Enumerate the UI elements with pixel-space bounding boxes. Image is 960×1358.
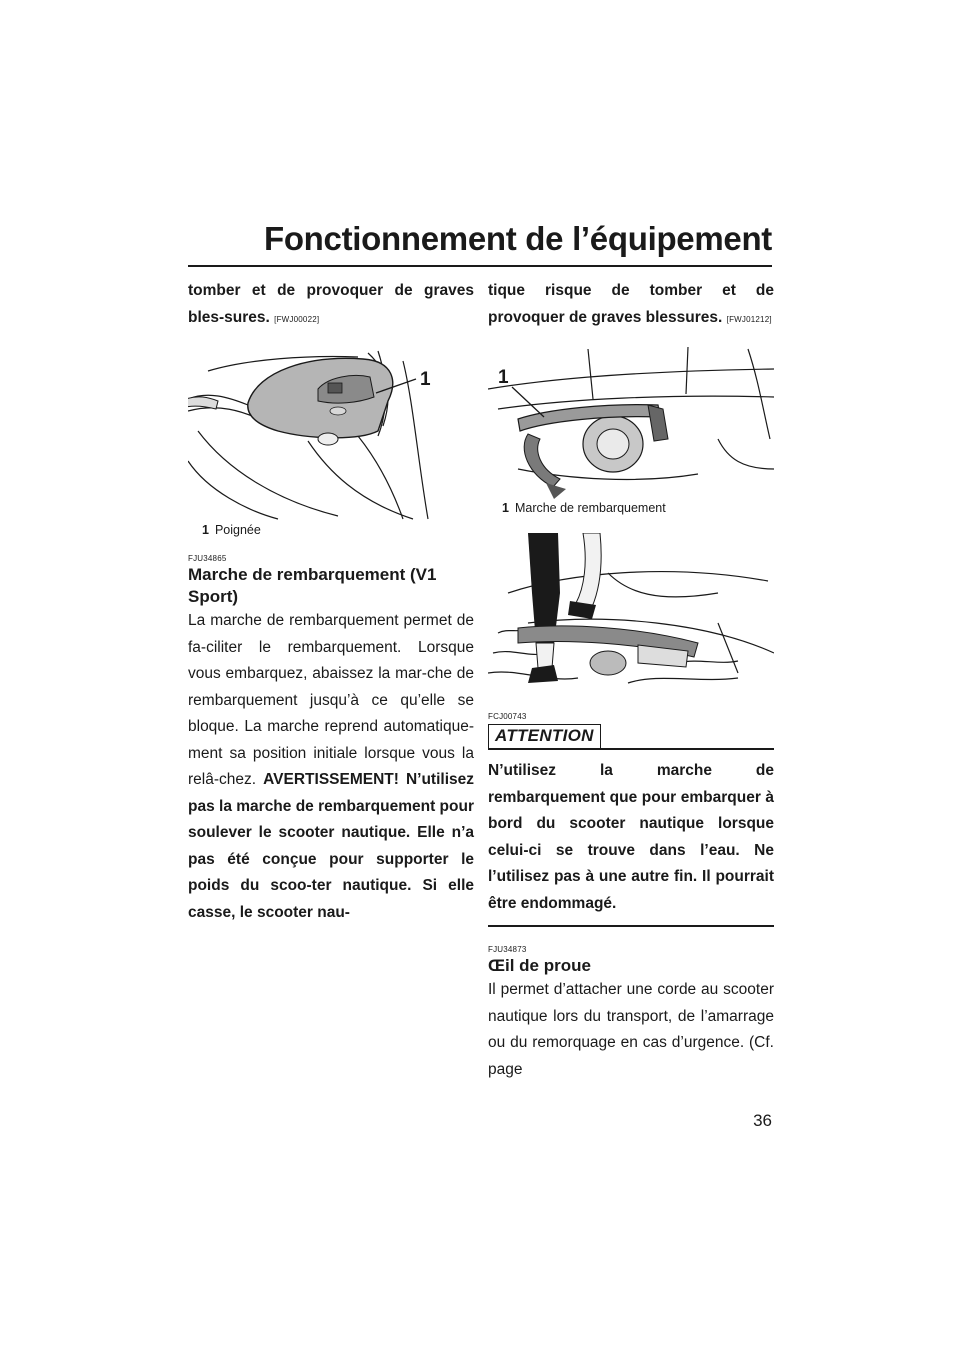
figure-boarding-person [488,533,774,698]
right-intro-paragraph [488,278,774,333]
figure-caption [202,523,474,537]
left-column [188,278,474,926]
section-paragraph: Il permet d’attacher une corde au scooter nautique lors du transport, de l’amarrage ou du remorquage en cas d’urgence. (Cf. page [488,981,774,1078]
section-paragraph-text: La marche de rembarquement permet de fa-ciliter le rembarquement. Lorsque vous embarquez, abaissez la mar-che de rembarquement jusqu’à ce qu’elle se bloque. La marche reprend automatique-ment sa position initiale lorsque vous la relâ-chez. [188,612,474,788]
attention-label: ATTENTION [488,724,601,748]
right-column [488,278,774,1083]
left-intro-paragraph [188,278,474,333]
section-code: FJU34865 [188,554,227,563]
left-intro-text: tomber et de provoquer de graves bles-sures. [188,282,474,326]
attention-header [488,724,774,750]
handle-illustration [188,341,474,521]
page-number: 36 [753,1111,772,1130]
figure-callout: 1 [498,367,509,388]
section-bow-eye [488,945,774,1083]
header-rule [188,265,772,267]
section-code: FJU34873 [488,945,527,954]
attention-code: FCJ00743 [488,712,527,721]
caption-number: 1 [202,523,209,537]
figure-callout: 1 [420,369,431,390]
section-title: Marche de rembarquement (V1 Sport) [188,565,437,606]
section-boarding-step [188,554,474,926]
attention-block [488,712,774,927]
caption-text: Marche de rembarquement [514,501,666,515]
section-warning-text: AVERTISSEMENT! N’utilisez pas la marche de rembarquement pour soulever le scooter nautique. Elle n’a pas été conçue pour supporter le poids du scoo-ter nautique. Si elle casse, le scooter nau- [188,771,474,921]
figure-boarding-step [488,339,774,515]
right-intro-text: tique risque de tomber et de provoquer de graves blessures. [488,282,774,326]
warning-code: [FWJ00022] [274,314,320,324]
page-title: Fonctionnement de l’équipement [263,220,772,257]
section-title: Œil de proue [488,956,591,975]
attention-rule [488,748,774,750]
figure-caption [502,501,774,515]
caption-number: 1 [502,501,509,515]
attention-text: N’utilisez la marche de rembarquement que pour embarquer à bord du scooter nautique lorsque celui-ci se trouve dans l’eau. Ne l’utilisez pas à une autre fin. Il pourrait être endommagé. [488,762,774,912]
boarding-step-illustration [488,339,774,499]
boarding-person-illustration [488,533,774,698]
figure-handle [188,341,474,537]
section-paragraph [188,608,474,926]
attention-end-rule [488,925,774,927]
caption-text: Poignée [214,523,261,537]
warning-code: [FWJ01212] [726,314,772,324]
